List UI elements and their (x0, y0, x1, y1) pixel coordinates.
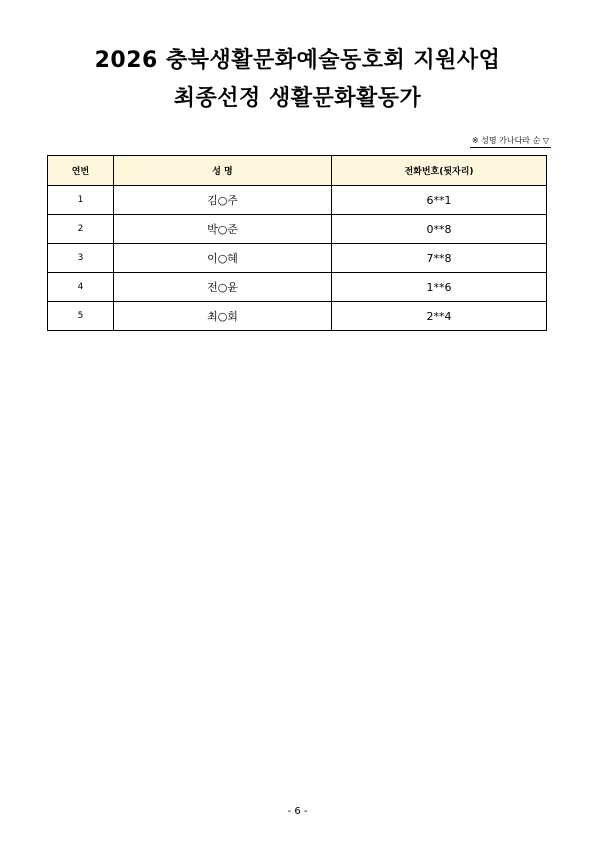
table-row (48, 273, 547, 302)
column-header-name: 성 명 (114, 156, 332, 186)
sort-order-note: ※ 성명 가나다라 순 ▽ (470, 135, 551, 148)
row-name: 박○준 (114, 215, 332, 244)
row-phone: 0**8 (332, 215, 547, 244)
row-number: 5 (48, 302, 114, 331)
document-title-line-1: 2026 충북생활문화예술동호회 지원사업 (94, 48, 501, 73)
table-header-row (48, 156, 547, 186)
row-phone: 6**1 (332, 186, 547, 215)
selected-activists-table (47, 155, 547, 331)
row-name: 이○혜 (114, 244, 332, 273)
table-row (48, 302, 547, 331)
row-phone: 7**8 (332, 244, 547, 273)
page-number: - 6 - (287, 806, 308, 817)
row-name: 김○주 (114, 186, 332, 215)
row-phone: 2**4 (332, 302, 547, 331)
row-name: 전○윤 (114, 273, 332, 302)
row-number: 1 (48, 186, 114, 215)
row-number: 4 (48, 273, 114, 302)
row-name: 최○회 (114, 302, 332, 331)
document-title-line-2: 최종선정 생활문화활동가 (173, 86, 422, 111)
row-number: 2 (48, 215, 114, 244)
table-row (48, 215, 547, 244)
table-row (48, 244, 547, 273)
column-header-phone: 전화번호(뒷자리) (332, 156, 547, 186)
column-header-number: 연번 (48, 156, 114, 186)
row-phone: 1**6 (332, 273, 547, 302)
row-number: 3 (48, 244, 114, 273)
table-row (48, 186, 547, 215)
